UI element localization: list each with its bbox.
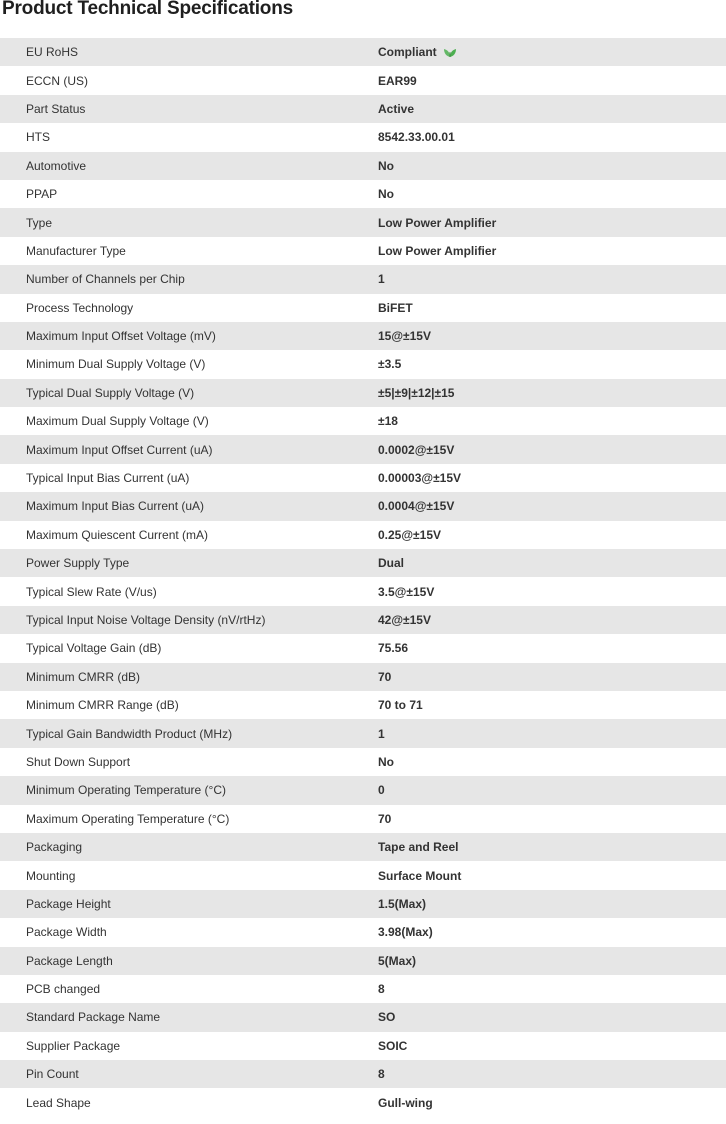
table-row bbox=[0, 208, 726, 236]
spec-name: Minimum CMRR Range (dB) bbox=[26, 698, 179, 713]
spec-value-text: No bbox=[378, 158, 394, 173]
table-row bbox=[0, 1003, 726, 1031]
table-row bbox=[0, 833, 726, 861]
spec-value-text: EAR99 bbox=[378, 73, 417, 88]
spec-name: Package Width bbox=[26, 925, 107, 940]
page-title: Product Technical Specifications bbox=[2, 0, 293, 19]
table-row bbox=[0, 95, 726, 123]
spec-value bbox=[378, 1060, 726, 1088]
spec-value-text: SO bbox=[378, 1010, 396, 1025]
spec-name: Package Height bbox=[26, 896, 111, 911]
spec-name: Standard Package Name bbox=[26, 1010, 161, 1025]
leaf-icon bbox=[443, 46, 457, 58]
spec-name: Lead Shape bbox=[26, 1095, 91, 1110]
spec-name: Maximum Input Offset Current (uA) bbox=[26, 442, 213, 457]
spec-value bbox=[378, 521, 726, 549]
spec-value bbox=[378, 1003, 726, 1031]
spec-value-text: Surface Mount bbox=[378, 868, 462, 883]
table-row bbox=[0, 66, 726, 94]
spec-value-text: SOIC bbox=[378, 1038, 408, 1053]
spec-name: Minimum CMRR (dB) bbox=[26, 669, 140, 684]
spec-value-text: 70 to 71 bbox=[378, 698, 423, 713]
table-row bbox=[0, 634, 726, 662]
spec-value-text: 70 bbox=[378, 669, 392, 684]
table-row bbox=[0, 237, 726, 265]
spec-value-text: 0.0004@±15V bbox=[378, 499, 455, 514]
table-row bbox=[0, 521, 726, 549]
spec-name: Part Status bbox=[26, 101, 86, 116]
spec-name: Typical Input Noise Voltage Density (nV/rtHz) bbox=[26, 613, 266, 627]
spec-value-text: ±18 bbox=[378, 414, 398, 429]
spec-value bbox=[378, 237, 726, 265]
spec-name: Typical Gain Bandwidth Product (MHz) bbox=[26, 726, 233, 741]
spec-value-text: Low Power Amplifier bbox=[378, 215, 497, 230]
table-row bbox=[0, 918, 726, 946]
spec-table bbox=[0, 38, 726, 1117]
spec-name: EU RoHS bbox=[26, 45, 79, 60]
spec-name: Typical Input Bias Current (uA) bbox=[26, 471, 190, 486]
spec-value bbox=[378, 606, 726, 634]
spec-value bbox=[378, 464, 726, 492]
spec-name: Maximum Input Bias Current (uA) bbox=[26, 499, 205, 514]
spec-value bbox=[378, 407, 726, 435]
spec-value bbox=[378, 38, 726, 66]
spec-name: Maximum Dual Supply Voltage (V) bbox=[26, 414, 209, 429]
table-row bbox=[0, 464, 726, 492]
spec-value-text: 0.25@±15V bbox=[378, 527, 441, 542]
spec-name: Number of Channels per Chip bbox=[26, 272, 185, 287]
spec-value bbox=[378, 208, 726, 236]
spec-value-text: 42@±15V bbox=[378, 613, 431, 627]
spec-value-text: 1 bbox=[378, 726, 385, 741]
table-row bbox=[0, 379, 726, 407]
spec-value-text: Gull-wing bbox=[378, 1095, 433, 1110]
spec-name: Package Length bbox=[26, 953, 113, 968]
spec-value bbox=[378, 95, 726, 123]
spec-value bbox=[378, 379, 726, 407]
spec-value-text: 8542.33.00.01 bbox=[378, 130, 455, 145]
spec-value bbox=[378, 975, 726, 1003]
spec-value-text: Dual bbox=[378, 556, 405, 571]
table-row bbox=[0, 152, 726, 180]
table-row bbox=[0, 549, 726, 577]
spec-value-text: 75.56 bbox=[378, 641, 409, 656]
spec-name: Mounting bbox=[26, 868, 76, 883]
spec-value bbox=[378, 577, 726, 605]
table-row bbox=[0, 805, 726, 833]
spec-value-text: 5(Max) bbox=[378, 953, 417, 968]
table-row bbox=[0, 606, 726, 634]
table-row bbox=[0, 492, 726, 520]
spec-name: Typical Slew Rate (V/us) bbox=[26, 584, 157, 599]
table-row bbox=[0, 577, 726, 605]
spec-value bbox=[378, 833, 726, 861]
spec-value-text: 0.0002@±15V bbox=[378, 442, 455, 457]
spec-name: PPAP bbox=[26, 187, 58, 202]
spec-value-text: 1 bbox=[378, 272, 385, 287]
spec-name: Typical Voltage Gain (dB) bbox=[26, 641, 162, 656]
spec-value bbox=[378, 66, 726, 94]
spec-value bbox=[378, 890, 726, 918]
spec-name: Type bbox=[26, 215, 53, 230]
spec-value bbox=[378, 294, 726, 322]
spec-name: Pin Count bbox=[26, 1067, 79, 1082]
spec-name: Packaging bbox=[26, 840, 83, 855]
spec-value bbox=[378, 435, 726, 463]
spec-name: Maximum Operating Temperature (°C) bbox=[26, 811, 230, 826]
spec-value-text: 8 bbox=[378, 982, 385, 997]
spec-value bbox=[378, 123, 726, 151]
spec-value-text: 0 bbox=[378, 783, 385, 798]
spec-value-text: 1.5(Max) bbox=[378, 896, 427, 911]
spec-value bbox=[378, 748, 726, 776]
table-row bbox=[0, 38, 726, 66]
spec-value-text: Active bbox=[378, 101, 415, 116]
table-row bbox=[0, 691, 726, 719]
table-row bbox=[0, 1088, 726, 1116]
spec-value bbox=[378, 947, 726, 975]
spec-value-text: ±5|±9|±12|±15 bbox=[378, 385, 455, 400]
spec-value bbox=[378, 180, 726, 208]
spec-value-text: 3.5@±15V bbox=[378, 584, 435, 599]
table-row bbox=[0, 123, 726, 151]
table-row bbox=[0, 294, 726, 322]
spec-value bbox=[378, 1088, 726, 1116]
spec-name: Power Supply Type bbox=[26, 556, 130, 571]
spec-name: Supplier Package bbox=[26, 1038, 121, 1053]
spec-value-text: Compliant bbox=[378, 45, 437, 60]
spec-name: Typical Dual Supply Voltage (V) bbox=[26, 385, 195, 400]
spec-value bbox=[378, 861, 726, 889]
table-row bbox=[0, 350, 726, 378]
table-row bbox=[0, 776, 726, 804]
spec-value-text: Low Power Amplifier bbox=[378, 243, 497, 258]
spec-name: Maximum Quiescent Current (mA) bbox=[26, 527, 209, 542]
spec-name: Shut Down Support bbox=[26, 754, 131, 769]
spec-value-text: 8 bbox=[378, 1067, 385, 1082]
spec-value bbox=[378, 322, 726, 350]
spec-name: PCB changed bbox=[26, 982, 101, 997]
table-row bbox=[0, 947, 726, 975]
spec-value bbox=[378, 634, 726, 662]
spec-value bbox=[378, 549, 726, 577]
table-row bbox=[0, 1032, 726, 1060]
spec-value-text: 0.00003@±15V bbox=[378, 471, 462, 486]
spec-name: ECCN (US) bbox=[26, 73, 88, 88]
spec-name: Process Technology bbox=[26, 300, 134, 315]
table-row bbox=[0, 407, 726, 435]
spec-value bbox=[378, 1032, 726, 1060]
table-row bbox=[0, 435, 726, 463]
spec-value-text: ±3.5 bbox=[378, 357, 402, 372]
spec-table-body bbox=[0, 38, 726, 1117]
spec-value-text: BiFET bbox=[378, 300, 413, 315]
table-row bbox=[0, 719, 726, 747]
spec-value-text: No bbox=[378, 754, 394, 769]
spec-value bbox=[378, 350, 726, 378]
spec-name: Manufacturer Type bbox=[26, 243, 126, 258]
spec-name: HTS bbox=[26, 130, 50, 145]
table-row bbox=[0, 861, 726, 889]
table-row bbox=[0, 265, 726, 293]
spec-value bbox=[378, 152, 726, 180]
spec-value bbox=[378, 691, 726, 719]
table-row bbox=[0, 180, 726, 208]
table-row bbox=[0, 322, 726, 350]
table-row bbox=[0, 890, 726, 918]
table-row bbox=[0, 1060, 726, 1088]
spec-value bbox=[378, 805, 726, 833]
spec-value-text: 70 bbox=[378, 811, 392, 826]
spec-value bbox=[378, 776, 726, 804]
table-row bbox=[0, 663, 726, 691]
spec-name: Minimum Dual Supply Voltage (V) bbox=[26, 357, 206, 372]
spec-value bbox=[378, 918, 726, 946]
spec-value bbox=[378, 492, 726, 520]
table-row bbox=[0, 748, 726, 776]
spec-name: Automotive bbox=[26, 158, 87, 173]
spec-value-text: No bbox=[378, 187, 394, 202]
spec-value-text: Tape and Reel bbox=[378, 840, 459, 855]
table-row bbox=[0, 975, 726, 1003]
spec-value-text: 15@±15V bbox=[378, 329, 431, 344]
spec-value bbox=[378, 265, 726, 293]
spec-value bbox=[378, 719, 726, 747]
spec-name: Maximum Input Offset Voltage (mV) bbox=[26, 329, 216, 344]
spec-name: Minimum Operating Temperature (°C) bbox=[26, 783, 226, 798]
spec-value bbox=[378, 663, 726, 691]
spec-value-text: 3.98(Max) bbox=[378, 925, 433, 940]
